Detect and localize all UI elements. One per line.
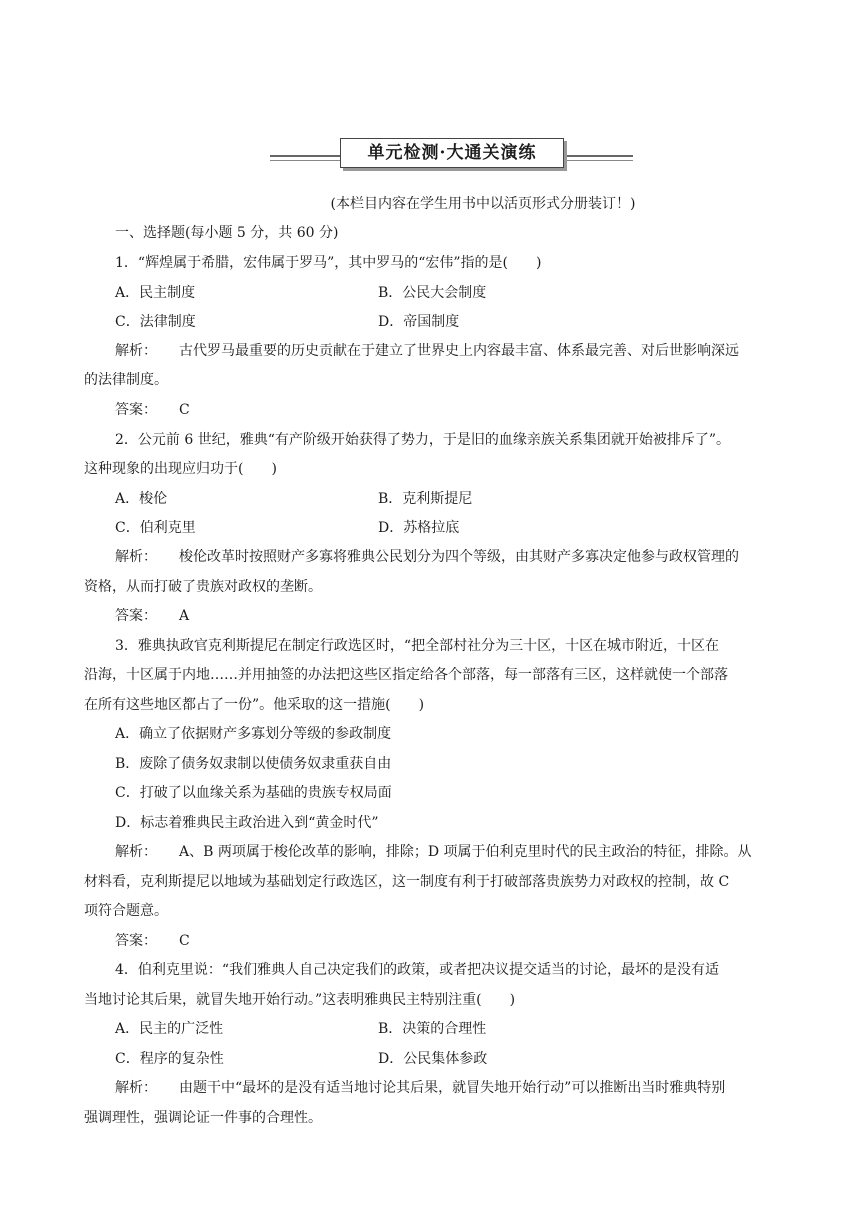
option-b: B．公民大会制度 [378,285,487,301]
question-2-analysis [0,547,860,567]
option-c: C．伯利克里 [115,520,196,536]
question-3-stem-cont: 在所有这些地区都占了一份”。他采取的这一措施( ) [84,697,425,713]
answer-value: C [179,933,190,949]
option-d: D．公民集体参政 [378,1051,488,1067]
question-1-stem: 1．“辉煌属于希腊，宏伟属于罗马”，其中罗马的“宏伟”指的是( ) [115,255,542,271]
question-3-analysis-cont: 材料看，克利斯提尼以地域为基础划定行政选区，这一制度有利于打破部落贵族势力对政权的控制，故 C [84,874,730,890]
analysis-label: 解析： [115,549,157,565]
analysis-label: 解析： [115,844,157,860]
banner-title: 单元检测·大通关演练 [340,138,564,168]
question-1-answer [0,400,860,420]
question-3-analysis-cont: 项符合题意。 [84,903,168,919]
analysis-label: 解析： [115,1080,157,1096]
question-1-analysis [0,341,860,361]
answer-value: A [179,608,190,624]
section-banner [270,138,633,170]
question-3-analysis [0,842,860,862]
question-2-stem-cont: 这种现象的出现应归功于( ) [84,461,277,477]
analysis-text: A、B 两项属于梭伦改革的影响，排除；D 项属于伯利克里时代的民主政治的特征，排除。从 [179,844,752,860]
option-c: C．打破了以血缘关系为基础的贵族专权局面 [115,785,392,801]
question-4-analysis [0,1078,860,1098]
answer-label: 答案： [115,402,157,418]
option-a: A．民主的广泛性 [115,1021,224,1037]
analysis-text: 由题干中“最坏的是没有适当地讨论其后果，就冒失地开始行动”可以推断出当时雅典特别 [179,1080,726,1096]
analysis-text: 古代罗马最重要的历史贡献在于建立了世界史上内容最丰富、体系最完善、对后世影响深远 [179,343,739,359]
option-d: D．标志着雅典民主政治进入到“黄金时代” [115,815,379,831]
answer-label: 答案： [115,933,157,949]
section-heading: 一、选择题(每小题 5 分，共 60 分) [115,225,339,241]
question-4-analysis-cont: 强调理性，强调论证一件事的合理性。 [84,1110,322,1126]
analysis-label: 解析： [115,343,157,359]
question-2-analysis-cont: 资格，从而打破了贵族对政权的垄断。 [84,579,322,595]
question-3-answer [0,931,860,951]
option-d: D．苏格拉底 [378,520,460,536]
question-2-stem: 2．公元前 6 世纪，雅典“有产阶级开始获得了势力，于是旧的血缘亲族关系集团就开始被排斥了”。 [115,432,731,448]
question-2-answer [0,606,860,626]
question-3-stem: 3．雅典执政官克利斯提尼在制定行政选区时，“把全部村社分为三十区，十区在城市附近，十区在 [115,638,720,654]
question-4-stem: 4．伯利克里说：“我们雅典人自己决定我们的政策，或者把决议提交适当的讨论，最坏的是没有适 [115,962,720,978]
question-1-analysis-cont: 的法律制度。 [84,372,168,388]
analysis-text: 梭伦改革时按照财产多寡将雅典公民划分为四个等级，由其财产多寡决定他参与政权管理的 [179,549,739,565]
option-b: B．克利斯提尼 [378,491,473,507]
option-c: C．程序的复杂性 [115,1051,224,1067]
option-a: A．梭伦 [115,491,168,507]
option-b: B．废除了债务奴隶制以使债务奴隶重获自由 [115,756,392,772]
answer-value: C [179,402,190,418]
answer-label: 答案： [115,608,157,624]
binding-note: (本栏目内容在学生用书中以活页形式分册装订！) [330,196,636,212]
option-d: D．帝国制度 [378,314,460,330]
option-b: B．决策的合理性 [378,1021,487,1037]
option-c: C．法律制度 [115,314,196,330]
option-a: A．确立了依据财产多寡划分等级的参政制度 [115,726,392,742]
question-4-stem-cont: 当地讨论其后果，就冒失地开始行动。”这表明雅典民主特别注重( ) [84,992,516,1008]
option-a: A．民主制度 [115,285,196,301]
question-3-stem-cont: 沿海，十区属于内地……并用抽签的办法把这些区指定给各个部落，每一部落有三区，这样就使一个部落 [84,667,728,683]
